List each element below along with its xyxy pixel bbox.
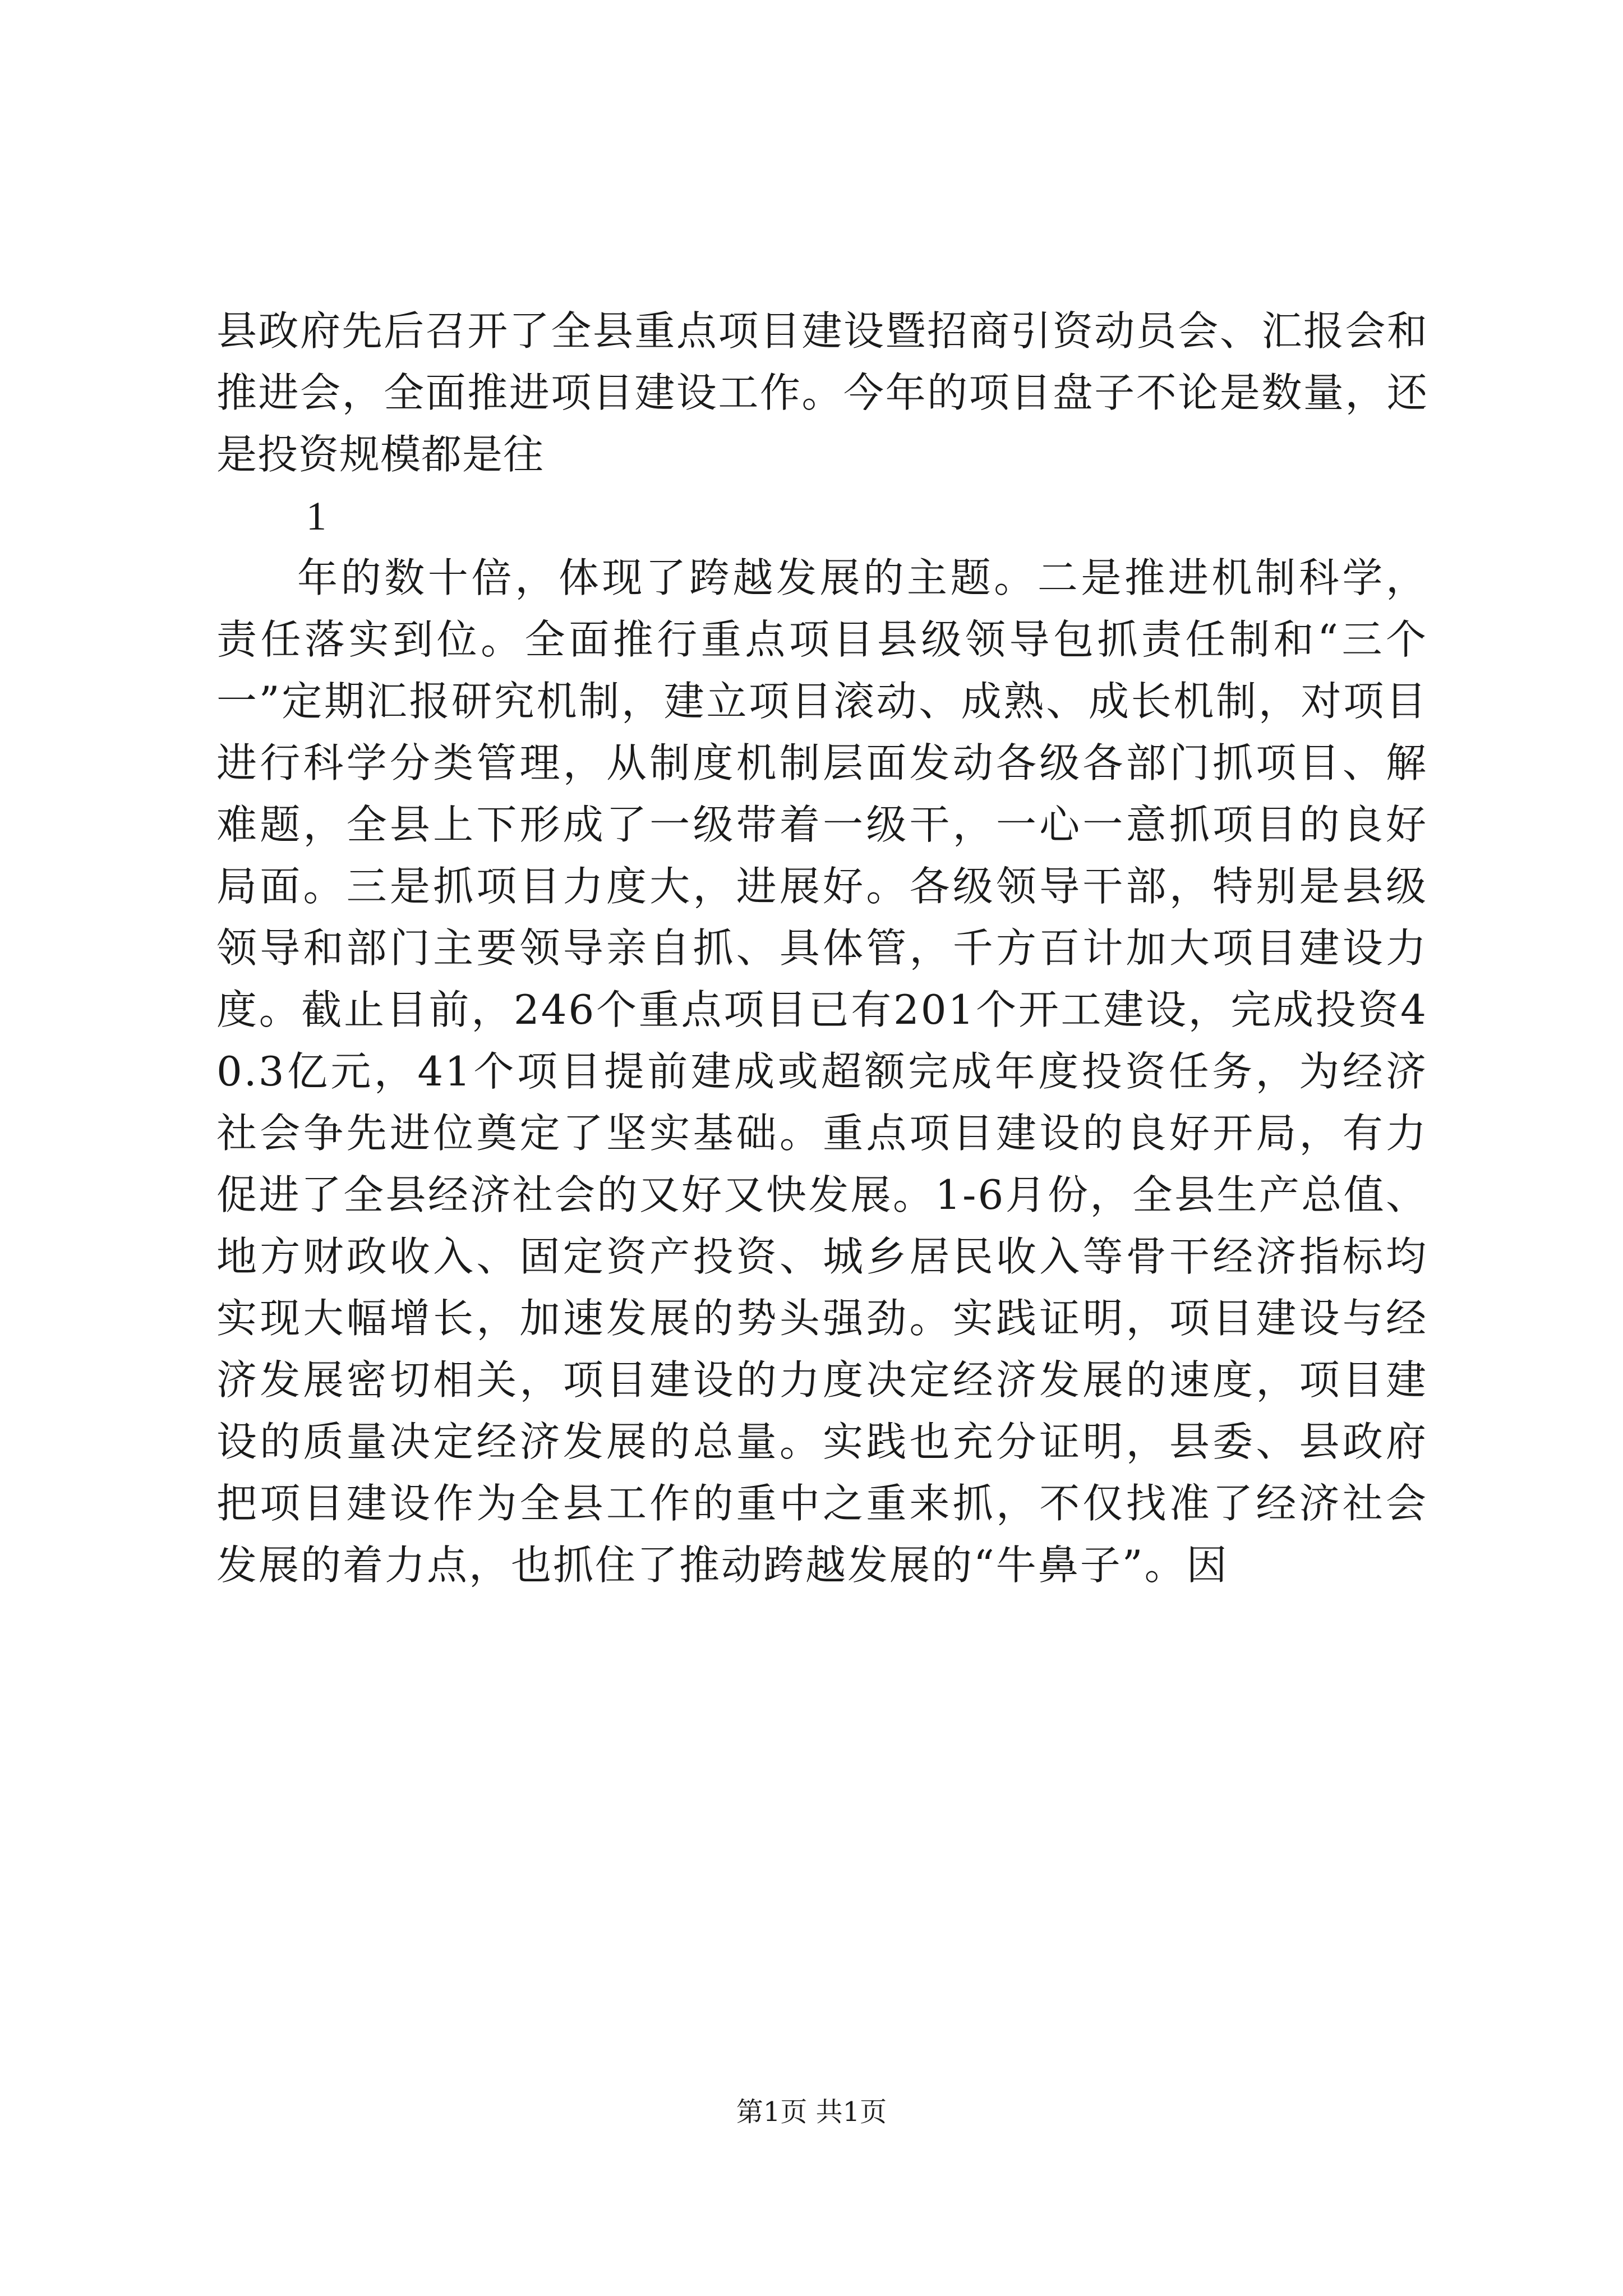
document-body [216, 300, 1428, 1596]
paragraph-1: 县政府先后召开了全县重点项目建设暨招商引资动员会、汇报会和推进会，全面推进项目建设工作。今年的项目盘子不论是数量，还是投资规模都是往 [216, 307, 1428, 478]
paragraph-2: 年的数十倍，体现了跨越发展的主题。二是推进机制科学，责任落实到位。全面推行重点项目县级领导包抓责任制和“三个一”定期汇报研究机制，建立项目滚动、成熟、成长机制，对项目进行科学分类管理，从制度机制层面发动各级各部门抓项目、解难题，全县上下形成了一级带着一级干，一心一意抓项目的良好局面。三是抓项目力度大，进展好。各级领导干部，特别是县级领导和部门主要领导亲自抓、具体管，千方百计加大项目建设力度。截止目前，246个重点项目已有201个开工建设，完成投资40.3亿元，41个项目提前建成或超额完成年度投资任务，为经济社会争先进位奠定了坚实基础。重点项目建设的良好开局，有力促进了全县经济社会的又好又快发展。1-6月份，全县生产总值、地方财政收入、固定资产投资、城乡居民收入等骨干经济指标均实现大幅增长，加速发展的势头强劲。实践证明，项目建设与经济发展密切相关，项目建设的力度决定经济发展的速度，项目建设的质量决定经济发展的总量。实践也充分证明，县委、县政府把项目建设作为全县工作的重中之重来抓，不仅找准了经济社会发展的着力点，也抓住了推动跨越发展的“牛鼻子”。因 [216, 554, 1428, 1589]
page-footer: 第1页 共1页 [736, 2096, 887, 2128]
page-number-marker: 1 [306, 494, 326, 539]
